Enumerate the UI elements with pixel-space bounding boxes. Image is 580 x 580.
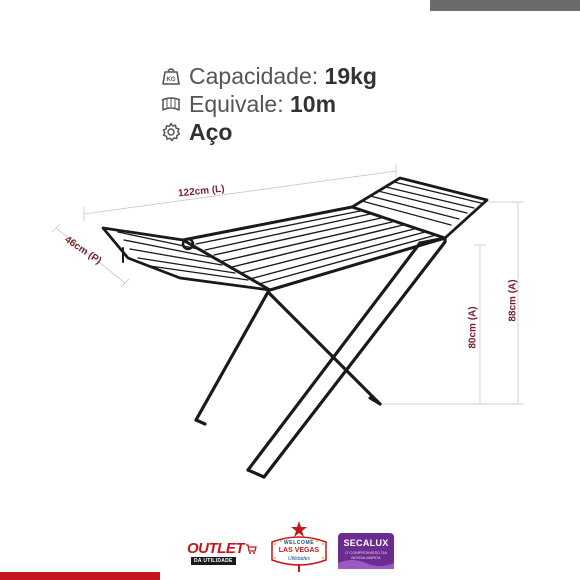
vegas-script-text: Utilidades xyxy=(288,556,310,562)
outlet-logo xyxy=(187,536,257,568)
capacity-value: 19kg xyxy=(324,62,377,89)
bottom-accent-bar xyxy=(0,572,160,580)
cart-icon xyxy=(245,542,257,560)
material-value: Aço xyxy=(189,118,233,145)
dimension-height-80: 80cm (A) xyxy=(467,306,479,349)
outlet-logo-subtext: DA UTILIDADE xyxy=(191,557,236,565)
svg-text:KG: KG xyxy=(166,77,176,83)
dimension-height-88: 88cm (A) xyxy=(507,279,519,322)
dimension-length: 122cm (L) xyxy=(177,183,226,200)
vegas-main-text: LAS VEGAS xyxy=(278,547,320,554)
secalux-logo xyxy=(338,533,394,569)
outlet-logo-text: OUTLET xyxy=(187,540,244,557)
rack-frame xyxy=(103,178,487,477)
equivalent-value: 10m xyxy=(290,90,337,117)
dimension-depth: 46cm (P) xyxy=(62,234,104,267)
secalux-logo-text: SECALUX xyxy=(343,538,389,548)
secalux-logo-subtext: O COMPROMISSO DA NOSSA MARCA xyxy=(345,550,387,560)
vegas-sign-icon xyxy=(266,520,332,572)
vegas-welcome-text: WELCOME xyxy=(283,540,315,546)
equivalent-label: Equivale: xyxy=(189,90,284,117)
capacity-label: Capacidade: xyxy=(189,62,319,89)
secalux-wave-icon xyxy=(338,555,394,569)
las-vegas-logo xyxy=(266,520,332,572)
